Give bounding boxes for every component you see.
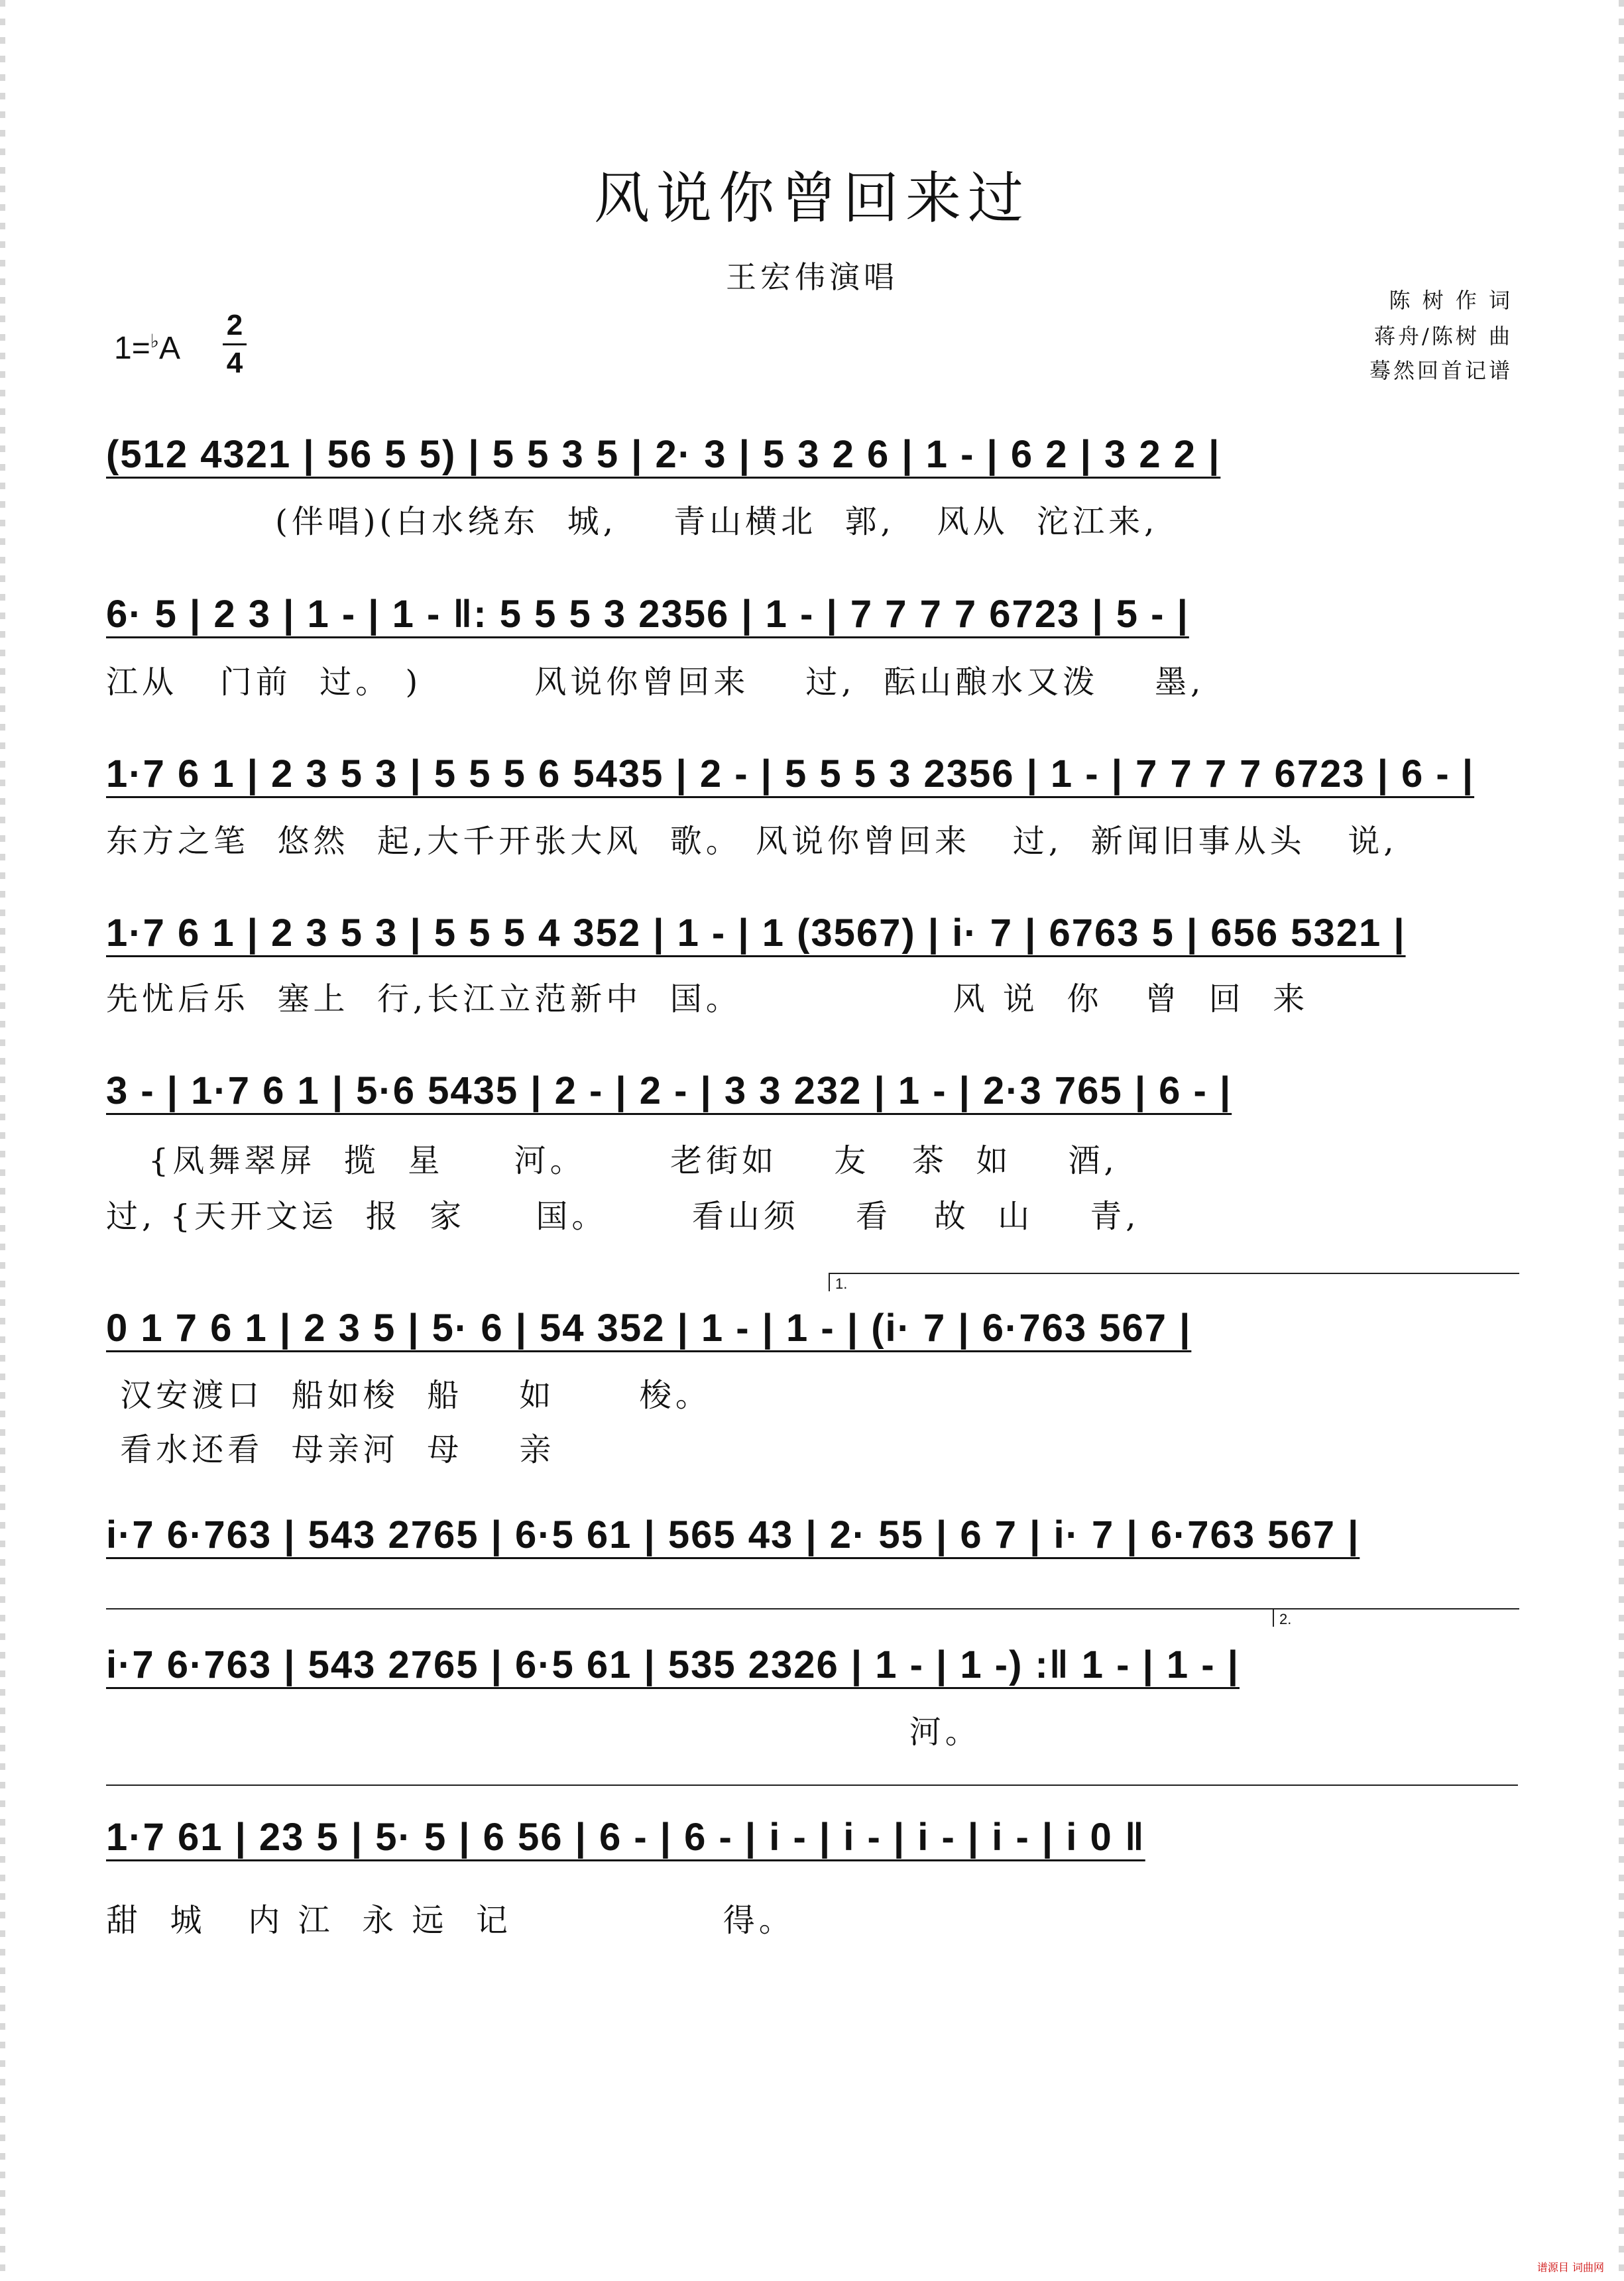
right-margin-decoration bbox=[1619, 0, 1624, 2281]
lyric-line-1: (伴唱)(白水绕东 城, 青山横北 郭, 风从 沱江来, bbox=[106, 503, 1159, 540]
lyric-line-2: 江从 门前 过。 ) 风说你曾回来 过, 酝山酿水又泼 墨, bbox=[106, 664, 1205, 701]
lyricist-credit: 陈 树 作 词 bbox=[1389, 288, 1513, 313]
left-margin-decoration bbox=[0, 0, 5, 2281]
notation-system-4: 1·7 6 1 | 2 3 5 3 | 5 5 5 4 352 | 1 - | 1 (3567) | i· 7 | 6763 5 | 656 5321 | bbox=[106, 911, 1406, 955]
lyric-line-3: 东方之笔 悠然 起,大千开张大风 歌。 风说你曾回来 过, 新闻旧事从头 说, bbox=[106, 823, 1398, 860]
notation-system-6: 0 1 7 6 1 | 2 3 5 | 5· 6 | 54 352 | 1 - | 1 - | (i· 7 | 6·763 567 | bbox=[106, 1307, 1192, 1350]
notation-system-9: 1·7 61 | 23 5 | 5· 5 | 6 56 | 6 - | 6 - | i - | i - | i - | i - | i 0 ‖ bbox=[106, 1816, 1145, 1859]
key-signature: 1=♭A bbox=[114, 331, 180, 366]
singer-credit: 王宏伟演唱 bbox=[726, 259, 898, 295]
volta-bracket-first-ending: 1. bbox=[829, 1273, 1519, 1291]
lyric-line-5b: 过, {天开文运 报 家 国。 看山须 看 故 山 青, bbox=[106, 1198, 1140, 1235]
time-signature: 2 4 bbox=[221, 308, 248, 381]
lyric-line-8: 河。 bbox=[106, 1714, 981, 1751]
watermark: 谱源目 词曲网 bbox=[1537, 2261, 1604, 2274]
composer-credit: 蒋舟/陈树 曲 bbox=[1374, 323, 1513, 349]
system-rule bbox=[106, 1784, 1518, 1786]
notation-system-5: 3 - | 1·7 6 1 | 5·6 5435 | 2 - | 2 - | 3 3 232 | 1 - | 2·3 765 | 6 - | bbox=[106, 1069, 1232, 1112]
notation-system-8: i·7 6·763 | 543 2765 | 6·5 61 | 535 2326 | 1 - | 1 -) :‖ 1 - | 1 - | bbox=[106, 1643, 1240, 1686]
notation-system-1: (512 4321 | 56 5 5) | 5 5 3 5 | 2· 3 | 5 3 2 6 | 1 - | 6 2 | 3 2 2 | bbox=[106, 433, 1221, 476]
transcriber-credit: 蓦然回首记谱 bbox=[1369, 358, 1513, 383]
notation-system-7: i·7 6·763 | 543 2765 | 6·5 61 | 565 43 | 2· 55 | 6 7 | i· 7 | 6·763 567 | bbox=[106, 1513, 1360, 1556]
notation-system-3: 1·7 6 1 | 2 3 5 3 | 5 5 5 6 5435 | 2 - | 5 5 5 3 2356 | 1 - | 7 7 7 7 6723 | 6 - | bbox=[106, 752, 1475, 795]
song-title: 风说你曾回来过 bbox=[593, 166, 1030, 231]
lyric-line-4: 先忧后乐 塞上 行,长江立范新中 国。 风 说 你 曾 回 来 bbox=[106, 980, 1309, 1018]
lyric-line-5a: {凤舞翠屏 揽 星 河。 老街如 友 茶 如 酒, bbox=[106, 1142, 1118, 1179]
lyric-line-6b: 看水还看 母亲河 母 亲 bbox=[106, 1431, 555, 1468]
volta-line bbox=[106, 1608, 1273, 1609]
volta-bracket-second-ending: 2. bbox=[1273, 1608, 1519, 1627]
notation-system-2: 6· 5 | 2 3 | 1 - | 1 - ‖: 5 5 5 3 2356 | 1 - | 7 7 7 7 6723 | 5 - | bbox=[106, 593, 1189, 636]
lyric-line-6a: 汉安渡口 船如梭 船 如 梭。 bbox=[106, 1377, 711, 1414]
lyric-line-9: 甜 城 内 江 永 远 记 得。 bbox=[106, 1902, 795, 1939]
